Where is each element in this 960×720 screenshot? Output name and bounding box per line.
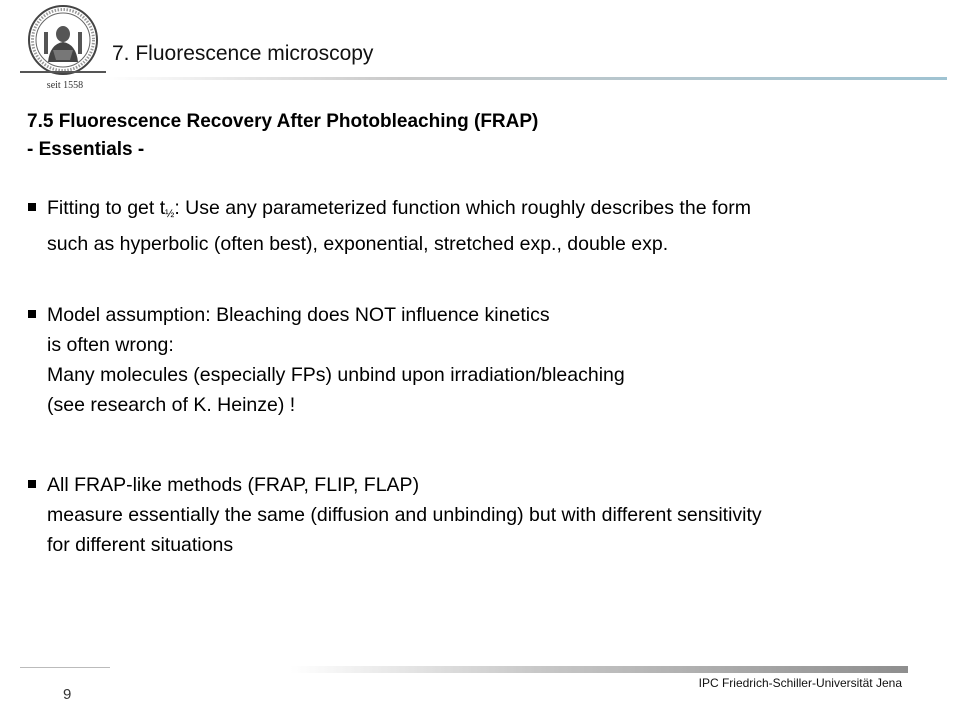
slide-title: [27, 108, 538, 164]
bullet-line: [47, 193, 751, 229]
bullet-line: measure essentially the same (diffusion and unbinding) but with different sensitivity: [47, 504, 762, 526]
bullet-line: (see research of K. Heinze) !: [47, 394, 296, 416]
bullet-line: Many molecules (especially FPs) unbind upon irradiation/bleaching: [47, 364, 625, 386]
slide-title-line1: 7.5 Fluorescence Recovery After Photobleaching (FRAP): [27, 111, 539, 132]
square-bullet-icon: [28, 310, 36, 318]
footer-left-divider: [20, 667, 110, 668]
section-title: 7. Fluorescence microscopy: [112, 42, 374, 65]
bullet-model-assumption: [28, 300, 625, 420]
seal-caption: seit 1558: [46, 80, 84, 91]
header-divider: [105, 77, 947, 80]
footer-divider: [290, 666, 908, 673]
bullet-line: Model assumption: Bleaching does NOT influence kinetics: [47, 304, 550, 326]
bullet-text: : Use any parameterized function which roughly describes the form: [174, 197, 751, 219]
subscript-half: ½: [165, 208, 175, 220]
footer-organization: IPC Friedrich-Schiller-Universität Jena: [698, 676, 902, 690]
bullet-frap-methods: [28, 470, 762, 560]
seal-rule: [20, 71, 106, 73]
bullet-line: is often wrong:: [47, 334, 174, 356]
square-bullet-icon: [28, 203, 36, 211]
slide-title-line2: - Essentials -: [27, 139, 145, 160]
bullet-line: All FRAP-like methods (FRAP, FLIP, FLAP): [47, 474, 420, 496]
bullet-line: for different situations: [47, 534, 234, 556]
bullet-text: Fitting to get t: [47, 197, 166, 219]
page-number: 9: [63, 686, 72, 703]
bullet-line: such as hyperbolic (often best), exponential, stretched exp., double exp.: [47, 233, 669, 255]
university-seal-logo: [20, 2, 106, 88]
square-bullet-icon: [28, 480, 36, 488]
bullet-fitting: [28, 193, 751, 259]
